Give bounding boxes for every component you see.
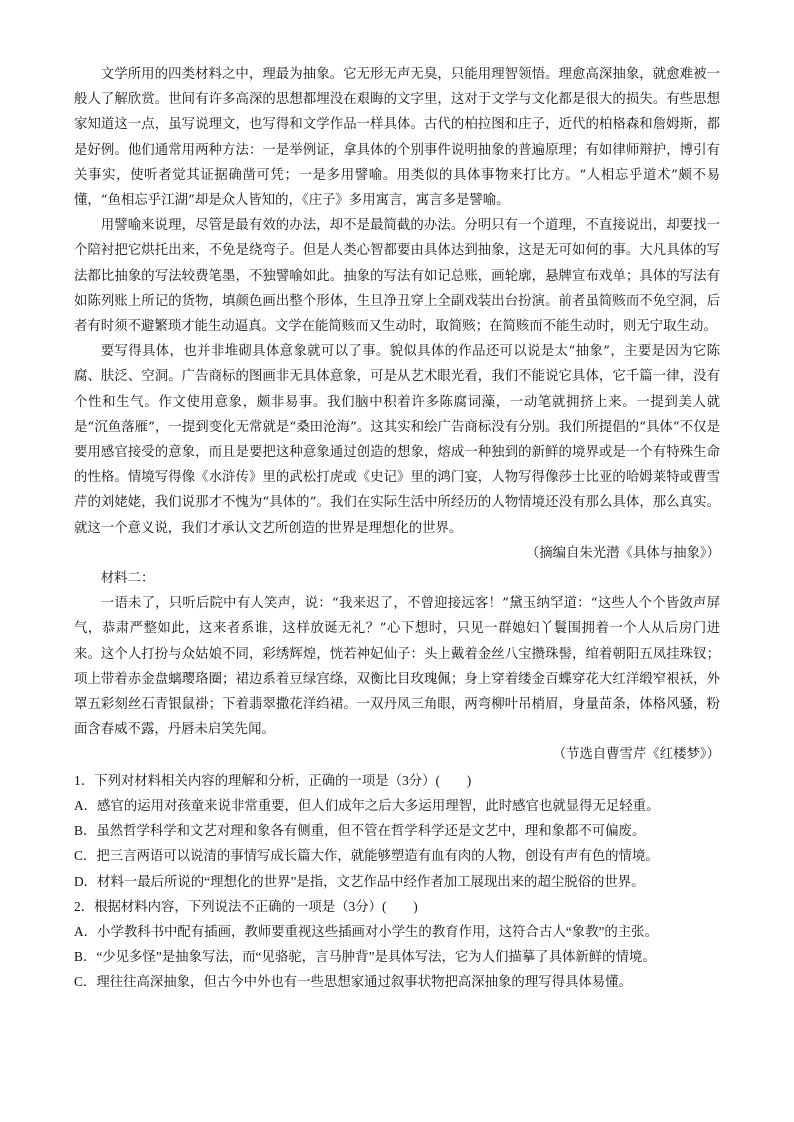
material1-paragraph-2: 用譬喻来说理，尽管是最有效的办法，却不是最简截的办法。分明只有一个道理，不直接说出，却要找一个陪衬把它烘托出来，不免是绕弯子。但是人类心智都要由具体达到抽象，这是无可如何的事。大凡具体的写法都比抽象的写法较费笔墨，不独譬喻如此。抽象的写法有如记总账，画轮廓，悬牌宣布戏单；具体的写法有如陈列账上所记的货物，填颜色画出整个形体，生旦净丑穿上全副戏装出台扮演。前者虽简赅而不免空洞，后者有时须不避繁琐才能生动逼真。文学在能简赅而又生动时，取简赅；在简赅而不能生动时，则无宁取生动。 xyxy=(74,218,720,335)
material1-source: （摘编自朱光潜《具体与抽象》） xyxy=(525,545,720,561)
question2-stem: 2．根据材料内容，下列说法不正确的一项是（3分）( ) xyxy=(74,898,418,914)
question2-option-c: C．理往往高深抽象，但古今中外也有一些思想家通过叙事状物把高深抽象的理写得具体易懂。 xyxy=(74,974,632,990)
question1-option-b: B．虽然哲学科学和文艺对理和象各有侧重，但不管在哲学科学还是文艺中，理和象都不可偏废。 xyxy=(74,823,646,839)
question1-option-c: C．把三言两语可以说清的事情写成长篇大作，就能够塑造有血有肉的人物，创设有声有色的情境。 xyxy=(74,848,659,864)
question1-stem: 1．下列对材料相关内容的理解和分析，正确的一项是（3分）( ) xyxy=(74,772,472,788)
question2-option-a: A．小学教科书中配有插画，教师要重视这些插画对小学生的教育作用，这符合古人“象教”的主张。 xyxy=(74,923,658,939)
material2-paragraph: 一语未了，只听后院中有人笑声，说：“我来迟了，不曾迎接远客！”黛玉纳罕道：“这些人个个皆敛声屏气，恭肃严整如此，这来者系谁，这样放诞无礼？”心下想时，只见一群媳妇丫鬟围拥着一个人从后房门进来。这个人打扮与众姑娘不同，彩绣辉煌，恍若神妃仙子：头上戴着金丝八宝攒珠髻，绾着朝阳五凤挂珠钗；项上带着赤金盘螭璎珞圈；裙边系着豆绿宫绦，双衡比目玫瑰佩；身上穿着缕金百蝶穿花大红洋缎窄裉袄，外罩五彩刻丝石青银鼠褂；下着翡翠撒花洋绉裙。一双丹凤三角眼，两弯柳叶吊梢眉，身量苗条，体格风骚，粉面含春威不露，丹唇未启笑先闻。 xyxy=(74,596,720,738)
exam-page xyxy=(74,62,720,995)
material1-paragraph-3: 要写得具体，也并非堆砌具体意象就可以了事。貌似具体的作品还可以说是太“抽象”，主要是因为它陈腐、肤泛、空洞。广告商标的图画非无具体意象，可是从艺术眼光看，我们不能说它具体，它千篇一律，没有个性和生气。作文使用意象，颇非易事。我们脑中积着许多陈腐词藻，一动笔就拥挤上来。一提到美人就是“沉鱼落雁”，一提到变化无常就是“桑田沧海”。这其实和绘广告商标没有分别。我们所提倡的“具体”不仅是要用感官接受的意象，而且是要把这种意象通过创造的想象，熔成一种独到的新鲜的境界或是一个有特殊生命的性格。情境写得像《水浒传》里的武松打虎或《史记》里的鸿门宴，人物写得像莎士比亚的哈姆莱特或曹雪芹的刘姥姥，我们说那才不愧为“具体的”。我们在实际生活中所经历的人物情境还没有那么具体，那么真实。就这一个意义说，我们才承认文艺所创造的世界是理想化的世界。 xyxy=(74,344,720,536)
material2-heading: 材料二： xyxy=(100,571,155,587)
material2-source: （节选自曹雪芹《红楼梦》） xyxy=(552,747,720,763)
question1-option-a: A．感官的运用对孩童来说非常重要，但人们成年之后大多运用理智，此时感官也就显得无足轻重。 xyxy=(74,797,660,813)
question2-option-b: B．“少见多怪”是抽象写法，而“见骆驼，言马肿背”是具体写法，它为人们描摹了具体新鲜的情境。 xyxy=(74,949,656,965)
question1-option-d: D．材料一最后所说的“理想化的世界”是指，文艺作品中经作者加工展现出来的超尘脱俗的世界。 xyxy=(74,873,645,889)
material1-paragraph-1: 文学所用的四类材料之中，理最为抽象。它无形无声无臭，只能用理智领悟。理愈高深抽象，就愈难被一般人了解欣赏。世间有许多高深的思想都埋没在艰晦的文字里，这对于文学与文化都是很大的损失。有些思想家知道这一点，虽写说理文，也写得和文学作品一样具体。古代的柏拉图和庄子，近代的柏格森和詹姆斯，都是好例。他们通常用两种方法：一是举例证，拿具体的个别事件说明抽象的普遍原理；有如律师辩护，博引有关事实，使听者觉其证据确凿可凭；一是多用譬喻。用类似的具体事物来打比方。“人相忘乎道术”颇不易懂，“鱼相忘乎江湖”却是众人皆知的，《庄子》多用寓言，寓言多是譬喻。 xyxy=(74,67,720,209)
